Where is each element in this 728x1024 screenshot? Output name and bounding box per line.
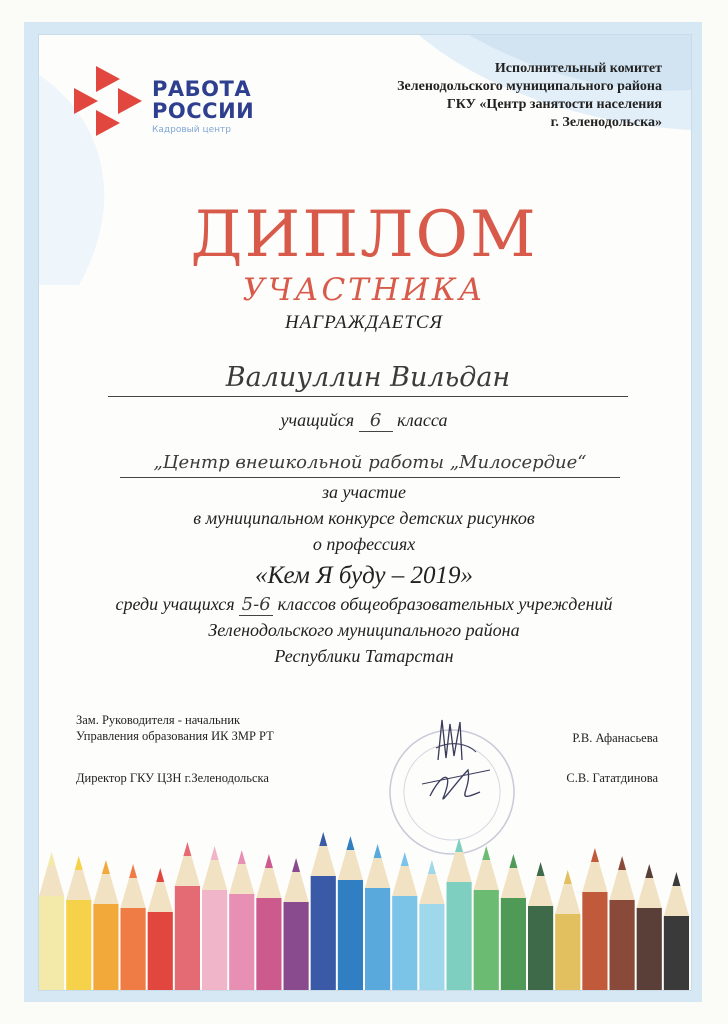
signatory-2-name: С.В. Гататдинова [566, 771, 658, 785]
pencil-tip [75, 856, 83, 870]
pencil-body [419, 904, 444, 990]
grade-suffix: класса [397, 410, 448, 430]
pencil-body [311, 876, 336, 990]
pencil-body [610, 900, 635, 990]
region-line-1: Зеленодольского муниципального района [208, 620, 520, 640]
pencil-wood [664, 886, 689, 916]
pencil-tip [428, 860, 436, 874]
pencil-tip [346, 836, 354, 850]
pencil-tip [102, 860, 110, 874]
logo-line-1: РАБОТА [152, 77, 252, 101]
pencil-body [229, 894, 254, 990]
for-participation: за участие [321, 482, 407, 502]
pencil-body [93, 904, 118, 990]
grade-prefix: учащийся [280, 410, 355, 430]
pencil-body [528, 906, 553, 990]
pencil-body [148, 912, 173, 990]
pencil-body [121, 908, 146, 990]
pencil-wood [637, 878, 662, 908]
pencil-wood [202, 860, 227, 890]
pencil-body [202, 890, 227, 990]
pencil-body [175, 886, 200, 990]
pencil-body [66, 900, 91, 990]
pencil-tip [672, 872, 680, 886]
pencil-body [582, 892, 607, 990]
pencil-wood [175, 856, 200, 886]
pencil-wood [66, 870, 91, 900]
org-line-4: г. Зеленодольска» [550, 115, 662, 130]
pencil-wood [365, 858, 390, 888]
awarded-label: НАГРАЖДАЕТСЯ [284, 312, 444, 333]
pencil-tip [319, 832, 327, 846]
pencil-body [637, 908, 662, 990]
grade-value: 6 [359, 410, 393, 432]
pencil-wood [284, 872, 309, 902]
pencil-body [664, 916, 689, 990]
pencil-wood [392, 866, 417, 896]
pencil-body [365, 888, 390, 990]
pencil-tip [591, 848, 599, 862]
pencil-body [256, 898, 281, 990]
recipient-name: Валиуллин Вильдан [225, 362, 511, 393]
diploma-subtitle: УЧАСТНИКА [242, 272, 486, 308]
pencil-tip [156, 868, 164, 882]
pencil-body [555, 914, 580, 990]
pencil-wood [501, 868, 526, 898]
pencil-tip [564, 870, 572, 884]
pencil-wood [528, 876, 553, 906]
pencil-tip [183, 842, 191, 856]
pencil-body [392, 896, 417, 990]
among-prefix: среди учащихся [115, 594, 235, 614]
pencil-body [284, 902, 309, 990]
pencil-tip [455, 838, 463, 852]
logo-subtitle: Кадровый центр [152, 125, 231, 135]
pencil-tip [48, 852, 56, 866]
signatory-1-title-line-2: Управления образования ИК ЗМР РТ [76, 729, 274, 743]
pencil-wood [148, 882, 173, 912]
pencil-tip [238, 850, 246, 864]
pencil-wood [311, 846, 336, 876]
signatory-1-name: Р.В. Афанасьева [572, 731, 658, 745]
among-suffix: классов общеобразовательных учреждений [277, 594, 613, 614]
about-professions: о профессиях [312, 534, 416, 554]
pencil-tip [292, 858, 300, 872]
pencil-body [338, 880, 363, 990]
pencil-wood [555, 884, 580, 914]
diploma-title: ДИПЛОМ [190, 198, 538, 272]
pencil-wood [338, 850, 363, 880]
pencil-body [39, 896, 64, 990]
pencil-tip [482, 846, 490, 860]
pencil-wood [474, 860, 499, 890]
pencil-wood [93, 874, 118, 904]
pencil-tip [537, 862, 545, 876]
pencil-tip [645, 864, 653, 878]
pencil-wood [256, 868, 281, 898]
org-line-3: ГКУ «Центр занятости населения [446, 97, 662, 112]
org-line-2: Зеленодольского муниципального района [397, 79, 662, 94]
pencil-wood [39, 866, 64, 896]
pencil-wood [229, 864, 254, 894]
pencil-body [447, 882, 472, 990]
region-line-2: Республики Татарстан [274, 646, 454, 666]
pencil-body [474, 890, 499, 990]
pencil-wood [582, 862, 607, 892]
pencil-tip [374, 844, 382, 858]
signatory-2-title: Директор ГКУ ЦЗН г.Зеленодольска [76, 771, 269, 785]
logo-line-2: РОССИИ [152, 99, 255, 123]
contest-description: в муниципальном конкурсе детских рисунков [193, 508, 535, 528]
pencil-tip [129, 864, 137, 878]
pencil-wood [121, 878, 146, 908]
school-name: „Центр внешкольной работы „Милосердие“ [153, 452, 587, 473]
pencil-tip [618, 856, 626, 870]
pencil-body [501, 898, 526, 990]
pencil-tip [265, 854, 273, 868]
pencil-tip [211, 846, 219, 860]
signatory-1-title-line-1: Зам. Руководителя - начальник [76, 713, 241, 727]
pencil-wood [447, 852, 472, 882]
among-value: 5-6 [239, 594, 273, 616]
pencil-wood [419, 874, 444, 904]
pencil-wood [610, 870, 635, 900]
pencil-tip [401, 852, 409, 866]
pencil-tip [509, 854, 517, 868]
org-line-1: Исполнительный комитет [494, 61, 662, 76]
contest-name: «Кем Я буду – 2019» [254, 562, 474, 589]
